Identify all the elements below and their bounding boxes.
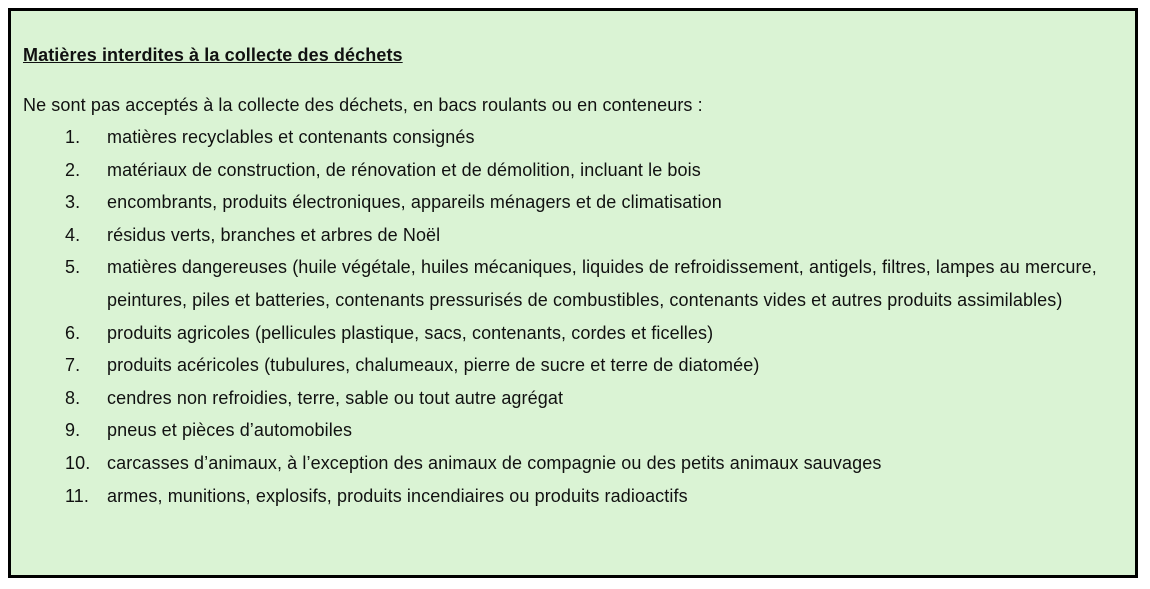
item-number: 3. bbox=[65, 192, 81, 213]
notice-intro: Ne sont pas acceptés à la collecte des déchets, en bacs roulants ou en conteneurs : bbox=[23, 95, 703, 115]
item-text: encombrants, produits électroniques, appareils ménagers et de climatisation bbox=[107, 192, 722, 213]
list-item bbox=[23, 480, 1123, 513]
item-number: 11. bbox=[65, 485, 89, 506]
item-number: 10. bbox=[65, 452, 91, 473]
list-item bbox=[23, 154, 1123, 187]
notice-title: Matières interdites à la collecte des déchets bbox=[23, 45, 403, 65]
item-text: résidus verts, branches et arbres de Noël bbox=[107, 224, 441, 245]
item-number: 9. bbox=[65, 420, 81, 441]
item-number: 7. bbox=[65, 355, 81, 376]
list-item bbox=[23, 251, 1123, 316]
item-text: produits acéricoles (tubulures, chalumeaux, pierre de sucre et terre de diatomée) bbox=[107, 355, 760, 376]
item-text: pneus et pièces d’automobiles bbox=[107, 420, 353, 441]
item-text: matières recyclables et contenants consignés bbox=[107, 127, 475, 147]
list-item bbox=[23, 186, 1123, 219]
list-item bbox=[23, 317, 1123, 350]
item-text: armes, munitions, explosifs, produits incendiaires ou produits radioactifs bbox=[107, 485, 688, 506]
item-number: 1. bbox=[65, 127, 81, 147]
notice-box bbox=[8, 8, 1138, 578]
item-text: carcasses d’animaux, à l’exception des animaux de compagnie ou des petits animaux sauvages bbox=[107, 452, 882, 473]
item-number: 5. bbox=[65, 257, 81, 278]
item-number: 4. bbox=[65, 224, 81, 245]
list-item bbox=[23, 121, 1123, 154]
item-text: matières dangereuses (huile végétale, huiles mécaniques, liquides de refroidissement, antigels, filtres, lampes au mercure, peintures, piles et batteries, contenants pressurisés de combustibles, contenants vides et autres produits assimilables) bbox=[107, 257, 1097, 310]
list-item bbox=[23, 414, 1123, 447]
list-item bbox=[23, 349, 1123, 382]
item-number: 2. bbox=[65, 159, 81, 180]
list-item bbox=[23, 382, 1123, 415]
list-item bbox=[23, 219, 1123, 252]
item-text: produits agricoles (pellicules plastique, sacs, contenants, cordes et ficelles) bbox=[107, 322, 714, 343]
item-number: 6. bbox=[65, 322, 81, 343]
list-item bbox=[23, 447, 1123, 480]
item-text: matériaux de construction, de rénovation et de démolition, incluant le bois bbox=[107, 159, 701, 180]
item-text: cendres non refroidies, terre, sable ou tout autre agrégat bbox=[107, 387, 564, 408]
prohibited-items-list bbox=[23, 121, 1123, 512]
item-number: 8. bbox=[65, 387, 81, 408]
